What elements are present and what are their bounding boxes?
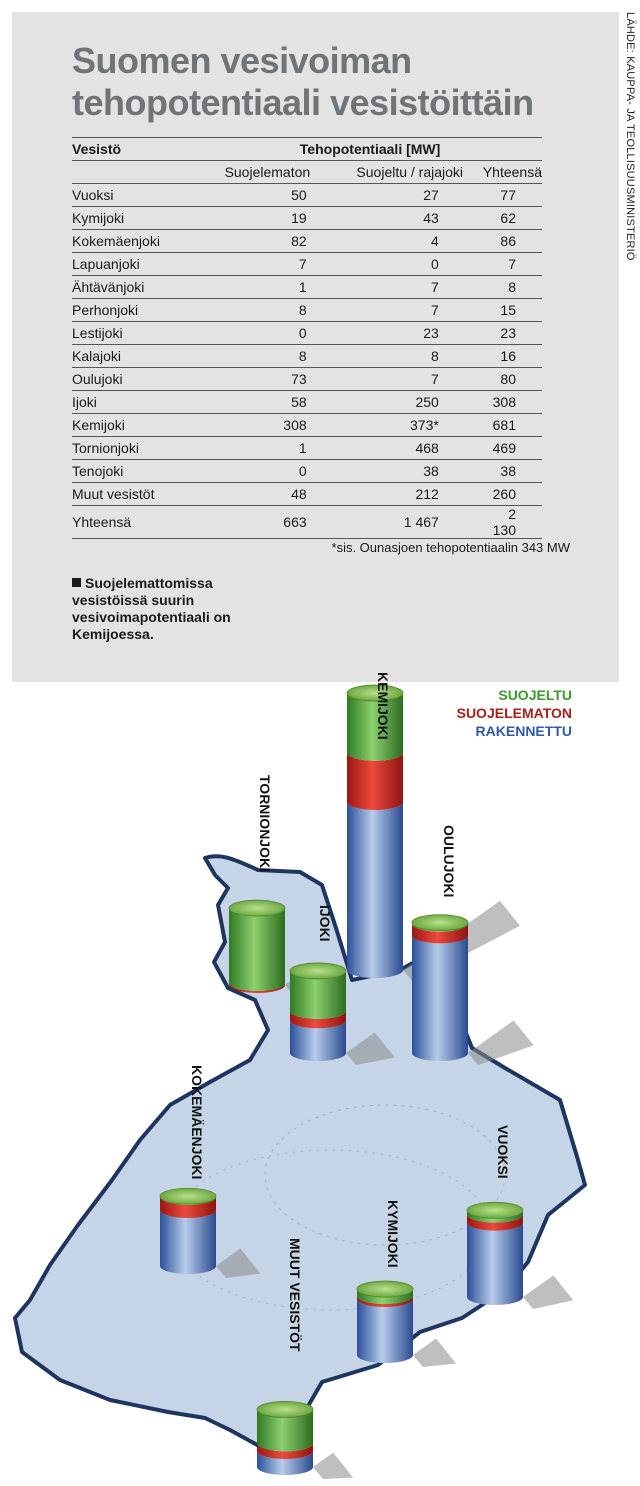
river-label: KYMIJOKI	[385, 1200, 401, 1268]
cell-protected: 250	[337, 391, 483, 414]
cell-total: 308	[483, 391, 542, 414]
cell-river: Lestijoki	[72, 322, 198, 345]
chart-legend	[457, 686, 572, 740]
cell-total: 80	[483, 368, 542, 391]
cell-total: 681	[483, 414, 542, 437]
header-river: Vesistö	[72, 138, 198, 161]
legend-built: RAKENNETTU	[475, 723, 572, 739]
bar-vuoksi	[467, 1202, 573, 1309]
bar-top-cap	[412, 915, 468, 931]
cell-river: Oulujoki	[72, 368, 198, 391]
cell-total: 62	[483, 207, 542, 230]
cell-river: Muut vesistöt	[72, 483, 198, 506]
legend-protected: SUOJELTU	[498, 687, 572, 703]
river-label: KOKEMÄENJOKI	[189, 1065, 205, 1180]
header-power: Tehopotentiaali [MW]	[198, 138, 542, 161]
cell-river: Kalajoki	[72, 345, 198, 368]
cell-river: Kemijoki	[72, 414, 198, 437]
cell-river: Ijoki	[72, 391, 198, 414]
bar-top-cap	[467, 1202, 523, 1218]
bar-shadow	[468, 1020, 534, 1065]
cell-total: 86	[483, 230, 542, 253]
cell-river: Vuoksi	[72, 184, 198, 207]
cell-river: Lapuanjoki	[72, 253, 198, 276]
title-line-1: Suomen vesivoiman	[72, 40, 412, 81]
cell-unprotected: 48	[198, 483, 337, 506]
river-label: MUUT VESISTÖT	[287, 1238, 303, 1352]
cell-unprotected: 8	[198, 299, 337, 322]
bar-top-cap	[290, 963, 346, 979]
cell-total: 7	[483, 253, 542, 276]
cell-total: 16	[483, 345, 542, 368]
segment-built	[467, 1223, 523, 1305]
river-label: OULUJOKI	[441, 825, 457, 898]
bar-top-cap	[229, 900, 285, 916]
cell-protected: 27	[337, 184, 483, 207]
cell-protected: 7	[337, 368, 483, 391]
cell-protected: 212	[337, 483, 483, 506]
cell-protected: 1 467	[337, 506, 483, 539]
cell-protected: 468	[337, 437, 483, 460]
cell-total: 38	[483, 460, 542, 483]
cell-river: Ähtävänjoki	[72, 276, 198, 299]
segment-built	[347, 802, 403, 978]
cell-unprotected: 82	[198, 230, 337, 253]
cell-unprotected: 1	[198, 437, 337, 460]
river-label: IJOKI	[317, 905, 333, 942]
segment-unprotected	[347, 753, 403, 810]
cell-unprotected: 50	[198, 184, 337, 207]
cell-unprotected: 7	[198, 253, 337, 276]
cell-protected: 7	[337, 276, 483, 299]
bar-top-cap	[347, 685, 403, 701]
cell-river: Kokemäenjoki	[72, 230, 198, 253]
cell-unprotected: 308	[198, 414, 337, 437]
cell-total: 469	[483, 437, 542, 460]
cell-unprotected: 663	[198, 506, 337, 539]
table-footnote: *sis. Ounasjoen tehopotentiaalin 343 MW	[331, 540, 570, 555]
cell-protected: 4	[337, 230, 483, 253]
cell-protected: 8	[337, 345, 483, 368]
cell-unprotected: 8	[198, 345, 337, 368]
cell-river: Yhteensä	[72, 506, 198, 539]
cell-protected: 38	[337, 460, 483, 483]
cell-river: Tornionjoki	[72, 437, 198, 460]
subheader-unprotected: Suojelematon	[198, 161, 337, 184]
title-line-2: tehopotentiaali vesistöittäin	[72, 82, 534, 123]
cell-river: Kymijoki	[72, 207, 198, 230]
subheader-protected: Suojeltu / rajajoki	[337, 161, 483, 184]
river-label: VUOKSI	[495, 1125, 511, 1179]
segment-built	[412, 935, 468, 1061]
bar-shadow	[523, 1275, 573, 1309]
cell-unprotected: 58	[198, 391, 337, 414]
cell-total: 15	[483, 299, 542, 322]
bar-muut-vesistöt	[257, 1401, 353, 1479]
bar-top-cap	[160, 1188, 216, 1204]
cell-protected: 43	[337, 207, 483, 230]
cell-total: 77	[483, 184, 542, 207]
cell-protected: 373*	[337, 414, 483, 437]
cell-total: 23	[483, 322, 542, 345]
cell-total: 2 130	[483, 506, 542, 539]
note-text: Suojelemattomissa vesistöissä suurin vesivoimapotentiaali on Kemijoessa.	[72, 575, 231, 642]
cell-unprotected: 1	[198, 276, 337, 299]
bar-top-cap	[357, 1281, 413, 1297]
cell-total: 260	[483, 483, 542, 506]
bar-shadow	[413, 1339, 456, 1367]
cell-unprotected: 73	[198, 368, 337, 391]
bar-top-cap	[257, 1401, 313, 1417]
source-text: LÄHDE: KAUPPA- JA TEOLLISUUSMINISTERIÖ	[624, 12, 636, 261]
legend-unprotected: SUOJELEMATON	[456, 705, 572, 721]
segment-built	[160, 1210, 216, 1274]
cell-unprotected: 19	[198, 207, 337, 230]
cell-protected: 0	[337, 253, 483, 276]
bar-shadow	[313, 1453, 353, 1479]
segment-built	[357, 1299, 413, 1363]
cell-unprotected: 0	[198, 460, 337, 483]
river-label: KEMIJOKI	[375, 672, 391, 740]
segment-protected	[347, 693, 403, 761]
cell-unprotected: 0	[198, 322, 337, 345]
cell-protected: 23	[337, 322, 483, 345]
segment-protected	[229, 908, 285, 991]
cell-river: Tenojoki	[72, 460, 198, 483]
cell-protected: 7	[337, 299, 483, 322]
river-label: TORNIONJOKI	[257, 775, 273, 872]
cell-river: Perhonjoki	[72, 299, 198, 322]
cell-total: 8	[483, 276, 542, 299]
subheader-total: Yhteensä	[483, 161, 542, 184]
